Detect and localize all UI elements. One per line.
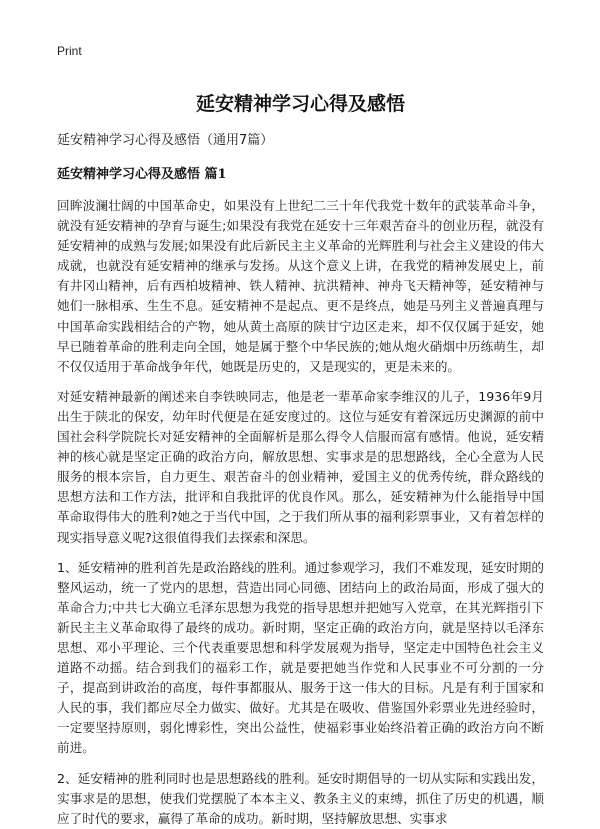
print-link[interactable]: Print [57,44,82,58]
paragraph-2: 对延安精神最新的阐述来自李铁映同志，他是老一辈革命家李维汉的儿子，1936年9月出生于陕北的保安，幼年时代便是在延安度过的。这位与延安有着深远历史渊源的前中国社会科学院院长对延安精神的全面解析是那么得令人信服而富有感情。他说，延安精神的核心就是坚定正确的政治方向，解放思想、实事求是的思想路线，全心全意为人民服务的根本宗旨，自力更生、艰苦奋斗的创业精神，爱国主义的优秀传统，群众路线的思想方法和工作方法，批评和自我批评的优良作风。那么，延安精神为什么能指导中国革命取得伟大的胜利?她之于当代中国，之于我们所从事的福利彩票事业，又有着怎样的现实指导意义呢?这很值得我们去探索和深思。 [57,388,544,545]
paragraph-3: 1、延安精神的胜利首先是政治路线的胜利。通过参观学习，我们不难发现，延安时期的整风运动，统一了党内的思想，营造出同心同德、团结向上的政治局面，形成了强大的革命合力;中共七大确立毛泽东思想为我党的指导思想并把她写入党章，在其光辉指引下新民主主义革命取得了最终的成功。新时期，坚定正确的政治方向，就是坚持以毛泽东思想、邓小平理论、三个代表重要思想和科学发展观为指导，坚定走中国特色社会主义道路不动摇。结合到我们的福彩工作，就是要把她当作党和人民事业不可分割的一分子，提高到讲政治的高度，每件事都服从、服务于这一伟大的目标。凡是有利于国家和人民的事，我们都应尽全力做实、做好。尤其是在吸收、借鉴国外彩票业先进经验时，一定要坚持原则，弱化博彩性，突出公益性，使福彩事业始终沿着正确的政治方向不断前进。 [57,559,544,756]
document-subtitle: 延安精神学习心得及感悟（通用7篇） [57,133,274,148]
paragraph-4: 2、延安精神的胜利同时也是思想路线的胜利。延安时期倡导的一切从实际和实践出发，实事求是的思想，使我们党摆脱了本本主义、教条主义的束缚，抓住了历史的机遇，顺应了时代的要求，赢得了革命的成功。新时期，坚持解放思想、实事求 [57,770,544,826]
section-heading: 延安精神学习心得及感悟 篇1 [57,167,227,182]
paragraph-1: 回眸波澜壮阔的中国革命史，如果没有上世纪二三十年代我党十数年的武装革命斗争，就没有延安精神的孕育与诞生;如果没有我党在延安十三年艰苦奋斗的创业历程，就没有延安精神的成熟与发展;如果没有此后新民主主义革命的光辉胜利与社会主义建设的伟大成就，也就没有延安精神的继承与发扬。从这个意义上讲，在我党的精神发展史上，前有井冈山精神，后有西柏坡精神、铁人精神、抗洪精神、神舟飞天精神等，延安精神与她们一脉相承、生生不息。延安精神不是起点、更不是终点，她是马列主义普遍真理与中国革命实践相结合的产物，她从黄土高原的陕甘宁边区走来，却不仅仅属于延安，她早已随着革命的胜利走向全国，她是属于整个中华民族的;她从炮火硝烟中历练萌生，却不仅仅适用于革命战争年代，她既是历史的，又是现实的，更是未来的。 [57,198,544,374]
document-title: 延安精神学习心得及感悟 [195,93,405,115]
